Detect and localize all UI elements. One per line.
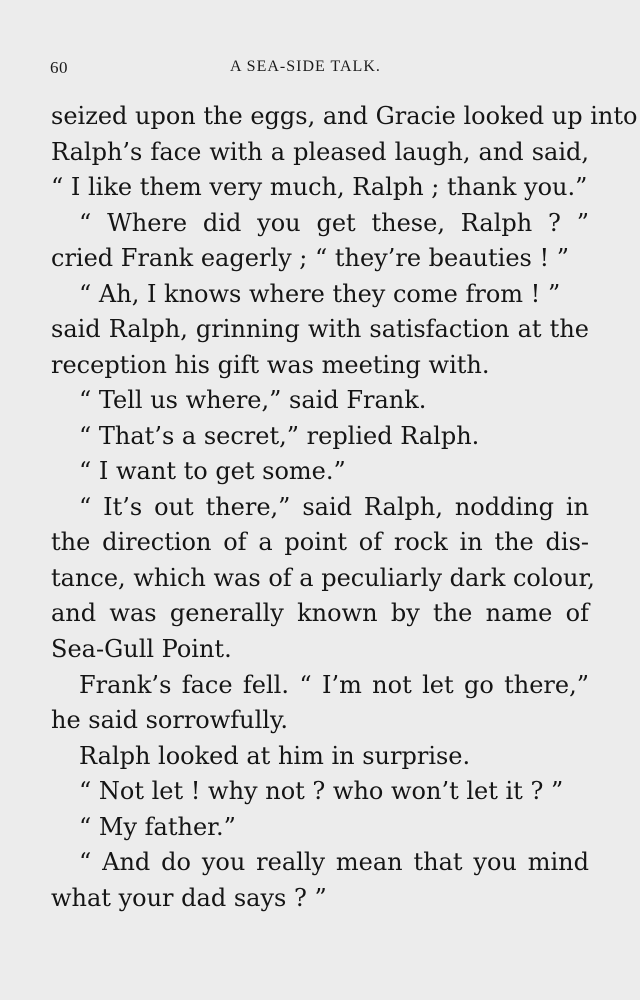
text-line: “ Where did you get these, Ralph ? ”: [79, 209, 589, 237]
text-line: “ Ah, I knows where they come from ! ”: [79, 280, 561, 308]
text-line: “ Not let ! why not ? who won’t let it ? ”: [79, 777, 564, 805]
running-head: A SEA-SIDE TALK.: [230, 58, 381, 75]
text-line: reception his gift was meeting with.: [51, 351, 490, 379]
text-line: “ I want to get some.”: [79, 457, 346, 485]
text-line: tance, which was of a peculiarly dark colour,: [51, 564, 595, 592]
text-line: he said sorrowfully.: [51, 706, 288, 734]
text-line: cried Frank eagerly ; “ they’re beauties ! ”: [51, 244, 570, 272]
text-line: seized upon the eggs, and Gracie looked up into: [51, 102, 638, 130]
text-line: Sea-Gull Point.: [51, 635, 232, 663]
text-line: “ Tell us where,” said Frank.: [79, 386, 427, 414]
text-line: Ralph looked at him in surprise.: [79, 742, 471, 770]
text-line: “ I like them very much, Ralph ; thank you.”: [51, 173, 588, 201]
page-header: [50, 58, 590, 82]
text-line: “ It’s out there,” said Ralph, nodding in: [79, 493, 589, 521]
text-line: “ And do you really mean that you mind: [79, 848, 589, 876]
page-number: 60: [50, 58, 68, 77]
text-line: the direction of a point of rock in the dis-: [51, 528, 589, 556]
text-line: “ My father.”: [79, 813, 236, 841]
text-line: “ That’s a secret,” replied Ralph.: [79, 422, 480, 450]
text-line: and was generally known by the name of: [51, 599, 589, 627]
text-line: Frank’s face fell. “ I’m not let go there,”: [79, 671, 589, 699]
text-line: what your dad says ? ”: [51, 884, 327, 912]
text-line: Ralph’s face with a pleased laugh, and said,: [51, 138, 589, 166]
text-line: said Ralph, grinning with satisfaction at the: [51, 315, 589, 343]
